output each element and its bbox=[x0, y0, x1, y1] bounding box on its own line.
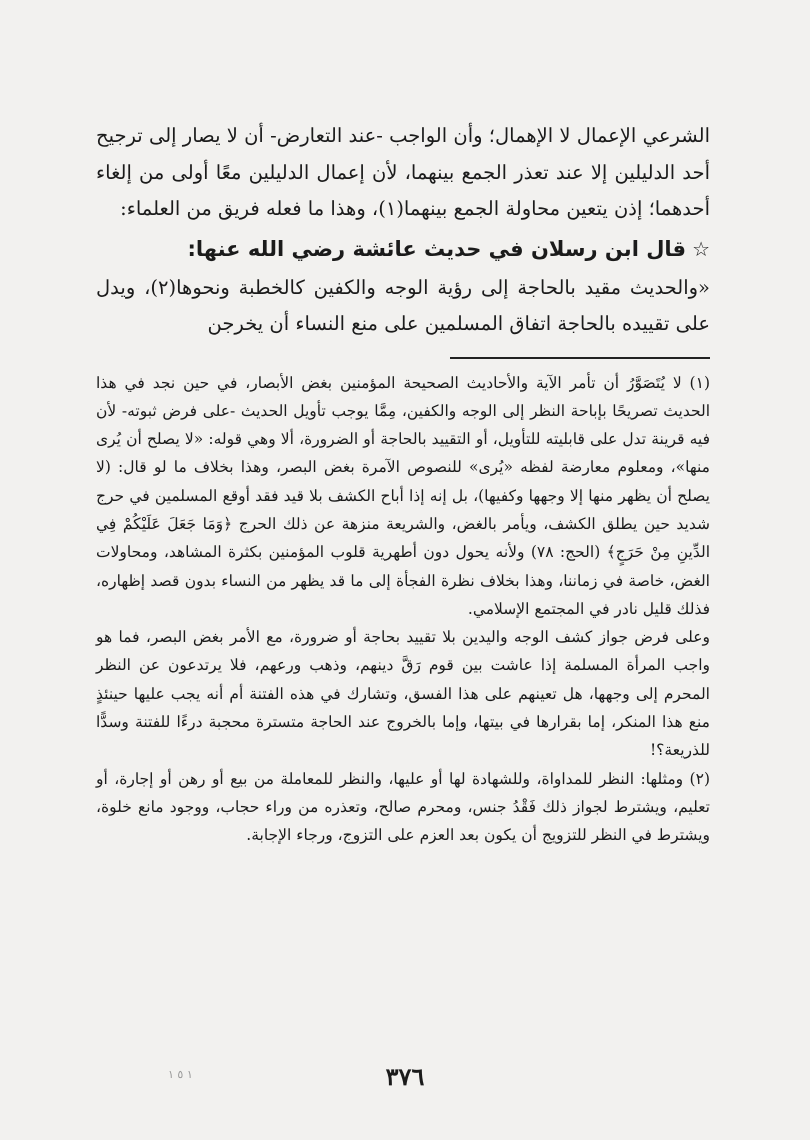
section-heading-text: قال ابن رسلان في حديث عائشة رضي الله عنها: bbox=[187, 236, 687, 261]
page-number: ٣٧٦ bbox=[385, 1062, 425, 1091]
body-paragraph-2: «والحديث مقيد بالحاجة إلى رؤية الوجه والكفين كالخطبة ونحوها(٢)، ويدل على تقييده بالحاجة اتفاق المسلمين على منع النساء أن يخرجن bbox=[96, 275, 710, 335]
footnotes bbox=[96, 369, 710, 850]
star-icon: ☆ bbox=[692, 236, 710, 261]
page-content bbox=[96, 118, 710, 850]
marginal-marks: ١ ٥ ١ bbox=[168, 1068, 193, 1081]
footnote-divider bbox=[450, 357, 710, 359]
body-paragraph-1: الشرعي الإعمال لا الإهمال؛ وأن الواجب -عند التعارض- أن لا يصار إلى ترجيح أحد الدليلين إلا عند تعذر الجمع بينهما، لأن إعمال الدليلين معًا أولى من إلغاء أحدهما؛ إذن يتعين محاولة الجمع بينهما(١)، وهذا ما فعله فريق من العلماء: bbox=[96, 124, 710, 220]
footnote-1-continued: وعلى فرض جواز كشف الوجه واليدين بلا تقييد بحاجة أو ضرورة، مع الأمر بغض البصر، فما هو واجب المرأة المسلمة إذا عاشت بين قوم رَقَّ دينهم، وذهب ورعهم، فلا يرتدعون عن النظر المحرم إلى وجهها، هل تعينهم على هذا الفسق، وتشارك في هذه الفتنة أم أنه يجب عليها حينئذٍ منع هذا المنكر، إما بقرارها في بيتها، وإما بالخروج عند الحاجة متسترة محجبة درءًا للفتنة وسدًّا للذريعة؟! bbox=[96, 628, 710, 760]
main-text bbox=[96, 118, 710, 343]
section-heading bbox=[96, 230, 710, 268]
footnote-2: (٢) ومثلها: النظر للمداواة، وللشهادة لها أو عليها، والنظر للمعاملة من بيع أو رهن أو إجارة، أو تعليم، ويشترط لجواز ذلك فَقْدُ جنس، ومحرم صالح، وتعذره من وراء حجاب، ووجود مانع خلوة، ويشترط في النظر للتزويج أن يكون بعد العزم على التزوج، ورجاء الإجابة. bbox=[96, 769, 710, 845]
footnote-1: (١) لا يُتَصَوَّرُ أن تأمر الآية والأحاديث الصحيحة المؤمنين بغض الأبصار، في حين نجد في هذا الحديث تصريحًا بإباحة النظر إلى الوجه والكفين، مِمَّا يوجب تأويل الحديث -على فرض ثبوته- لأن فيه قرينة تدل على قابليته للتأويل، أو التقييد بالحاجة أو الضرورة، ألا وهي قوله: «لا يصلح أن يُرى منها»، ومعلوم معارضة لفظه «يُرى» للنصوص الآمرة بغض البصر، وهذا بخلاف ما لو قال: (لا يصلح أن يظهر منها إلا وجهها وكفيها)، بل إنه إذا أباح الكشف بلا قيد فقد أوقع المسلمين في حرج شديد حين يطلق الكشف، ويأمر بالغض، والشريعة منزهة عن ذلك الحرج ﴿وَمَا جَعَلَ عَلَيْكُمْ فِي الدِّينِ مِنْ حَرَجٍ﴾ (الحج: ٧٨) ولأنه يحول دون أطهرية قلوب المؤمنين بكثرة المشاهد، ومحاولات الغض، خاصة في زماننا، وهذا بخلاف نظرة الفجأة إلى ما قد يظهر من النساء بدون قصد إظهاره، فذلك قليل نادر في المجتمع الإسلامي. bbox=[96, 373, 710, 618]
